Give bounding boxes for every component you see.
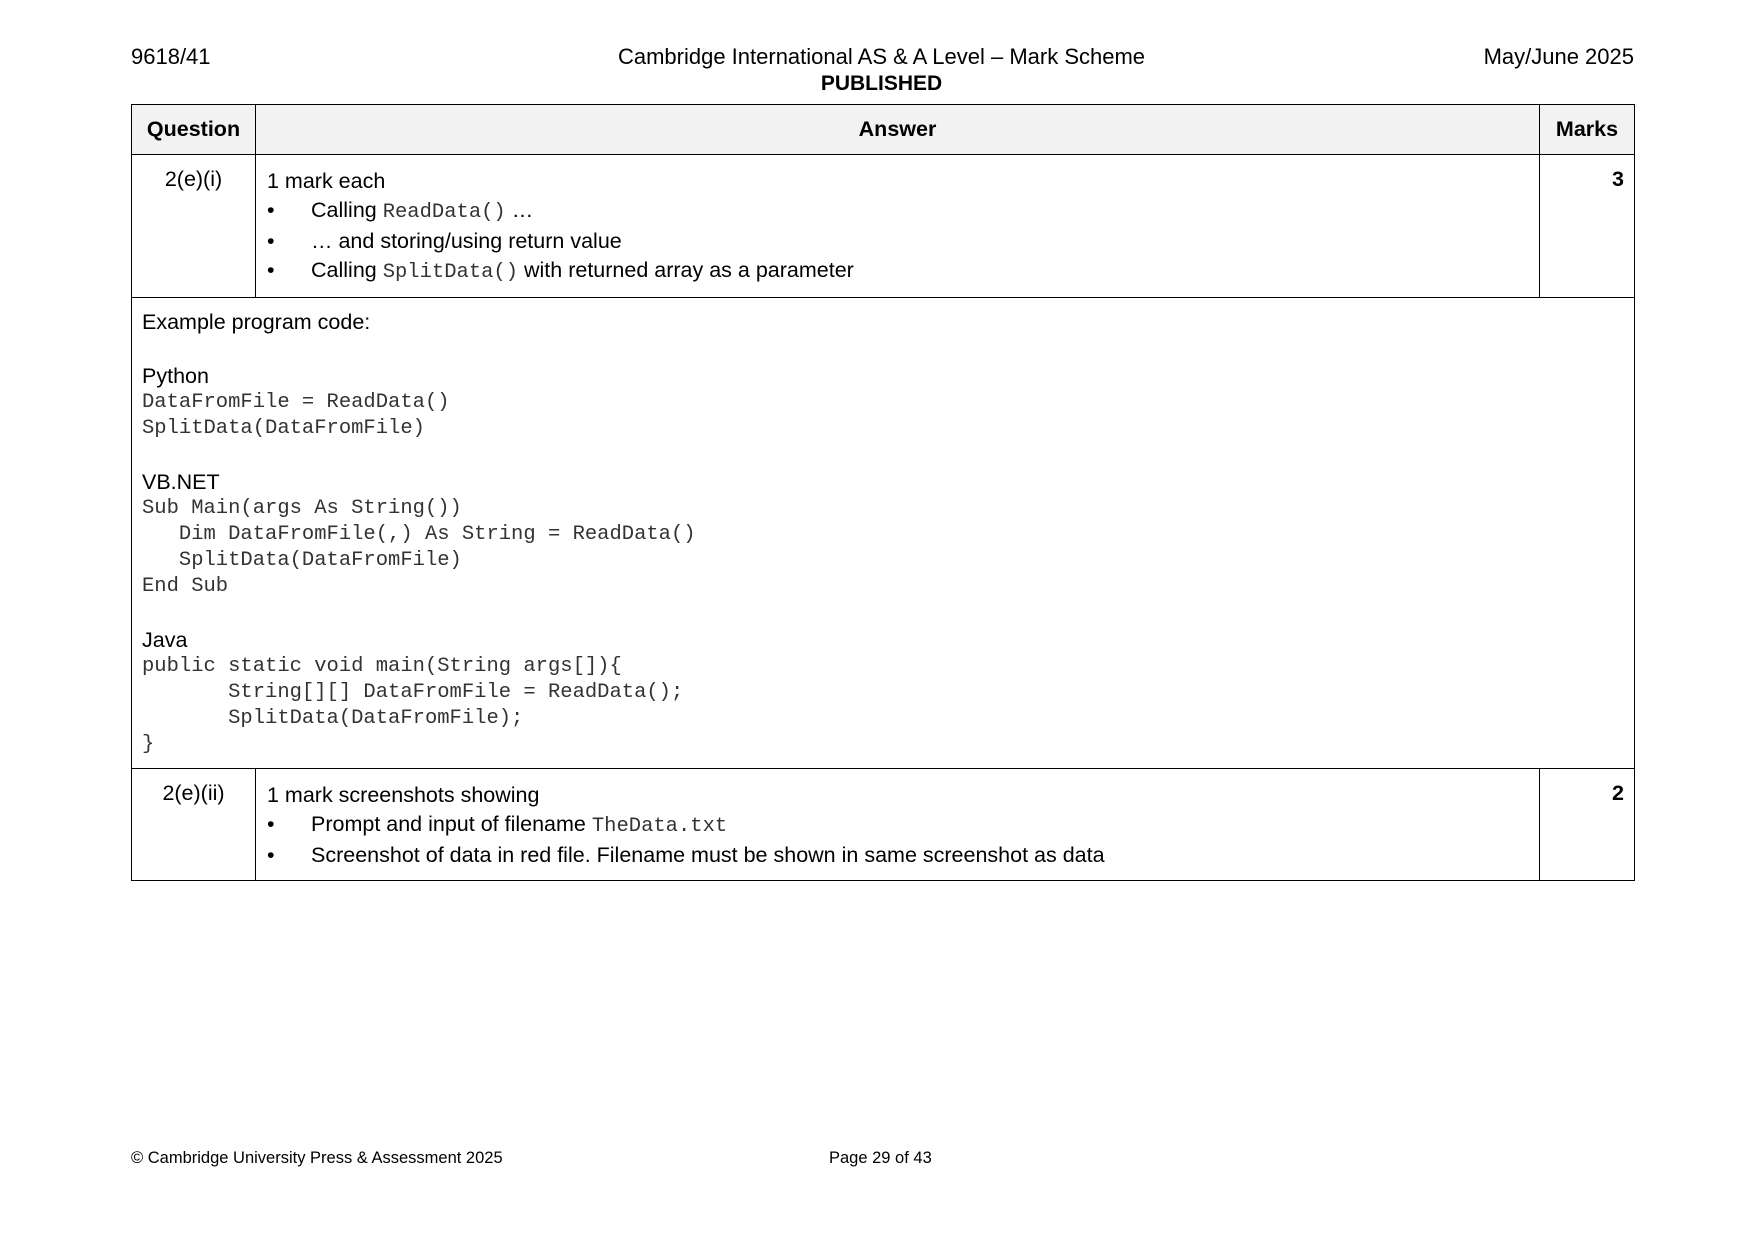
page-number: Page 29 of 43 [829,1149,932,1167]
mark-scheme-table [131,104,1635,881]
marking-point: • Screenshot of data in red file. Filename must be shown in same screenshot as data [267,841,1529,870]
marking-points-list [267,196,1529,288]
question-number: 2(e)(i) [132,155,256,298]
code-filename: TheData.txt [591,814,728,838]
marking-point: • … and storing/using return value [267,227,1529,256]
question-number: 2(e)(ii) [132,769,256,881]
answer-cell [256,769,1540,881]
marking-point: • Calling ReadData() … [267,196,1529,228]
java-code: public static void main(String args[]){ String[][] DataFromFile = ReadData(); SplitData(DataFromFile); } [142,655,684,756]
table-row [132,155,1635,298]
answer-intro: 1 mark each [267,169,386,193]
answer-intro: 1 mark screenshots showing [267,783,540,807]
marks-value: 2 [1540,769,1635,881]
code-readdata: ReadData() [382,200,506,224]
example-heading: Example program code: [142,310,371,334]
example-code-row [132,298,1635,769]
copyright-notice: © Cambridge University Press & Assessment 2025 [131,1149,503,1167]
python-label: Python [142,364,209,388]
published-label: PUBLISHED [820,72,943,95]
marks-column-header: Marks [1540,105,1635,155]
marking-points-list [267,810,1529,870]
example-code-cell [132,298,1635,769]
code-splitdata: SplitData() [382,260,519,284]
document-title: Cambridge International AS & A Level – Mark Scheme [617,44,1146,69]
answer-cell [256,155,1540,298]
java-label: Java [142,628,188,652]
python-code: DataFromFile = ReadData() SplitData(DataFromFile) [142,391,450,440]
question-column-header: Question [132,105,256,155]
vbnet-code: Sub Main(args As String()) Dim DataFromFile(,) As String = ReadData() SplitData(DataFromFile) End Sub [142,497,696,598]
table-header-row [132,105,1635,155]
marking-point: • Calling SplitData() with returned array as a parameter [267,256,1529,288]
marks-value: 3 [1540,155,1635,298]
answer-column-header: Answer [256,105,1540,155]
exam-session: May/June 2025 [1483,44,1634,69]
table-row [132,769,1635,881]
paper-code: 9618/41 [131,44,211,69]
vbnet-label: VB.NET [142,470,220,494]
marking-point: • Prompt and input of filename TheData.txt [267,810,1529,842]
